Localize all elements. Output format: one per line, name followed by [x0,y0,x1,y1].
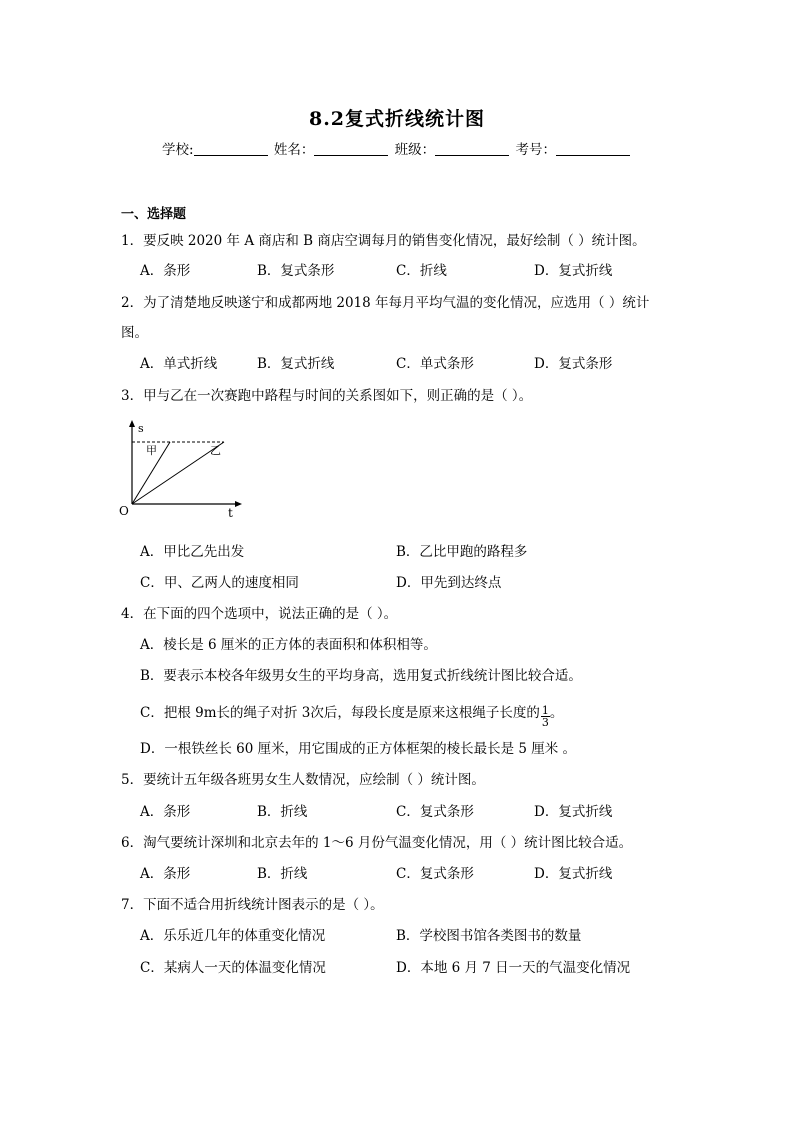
question-5-option-c[interactable]: C．复式条形 [396,804,474,820]
question-2-option-b[interactable]: B．复式折线 [257,356,335,372]
question-4-option-a[interactable]: A．棱长是 6 厘米的正方体的表面积和体积相等。 [140,637,437,653]
exam-number-label: 考号： [515,142,556,158]
fraction-numerator: 1 [541,704,549,717]
question-1-stem: 1．要反映 2020 年 A 商店和 B 商店空调每月的销售变化情况，最好绘制（ ）统计图。 [121,233,646,249]
fraction-denominator: 3 [541,716,549,729]
question-7-stem: 7．下面不适合用折线统计图表示的是（ ）。 [121,897,384,913]
question-2-stem-line2: 图。 [121,325,148,341]
question-6-option-c[interactable]: C．复式条形 [396,866,474,882]
question-2-option-a[interactable]: A．单式折线 [140,356,218,372]
question-3-option-c[interactable]: C．甲、乙两人的速度相同 [140,575,299,591]
question-7-option-a[interactable]: A．乐乐近几年的体重变化情况 [140,928,326,944]
question-2-stem-line1: 2．为了清楚地反映遂宁和成都两地 2018 年每月平均气温的变化情况，应选用（ ）统计 [121,295,650,311]
school-blank[interactable] [194,141,268,156]
question-5-stem: 5．要统计五年级各班男女生人数情况，应绘制（ ）统计图。 [121,772,485,788]
question-1-option-b[interactable]: B．复式条形 [257,263,335,279]
question-4-option-d[interactable]: D．一根铁丝长 60 厘米，用它围成的正方体框架的棱长最长是 5 厘米 。 [140,741,577,757]
origin-label: O [119,504,129,518]
student-info-row [0,138,794,158]
y-axis-label: s [138,422,144,435]
exam-number-blank[interactable] [556,141,630,156]
question-6-stem: 6．淘气要统计深圳和北京去年的 1～6 月份气温变化情况，用（ ）统计图比较合适。 [121,835,633,851]
question-3-option-b[interactable]: B．乙比甲跑的路程多 [396,544,528,560]
question-3-option-a[interactable]: A．甲比乙先出发 [140,544,245,560]
question-5-option-b[interactable]: B．折线 [257,804,308,820]
question-7-option-c[interactable]: C．某病人一天的体温变化情况 [140,960,326,976]
line-jia-label: 甲 [146,444,157,457]
question-5-option-d[interactable]: D．复式折线 [534,804,613,820]
line-yi-label: 乙 [210,444,221,457]
question-1-option-d[interactable]: D．复式折线 [534,263,613,279]
question-4-option-b[interactable]: B．要表示本校各年级男女生的平均身高，选用复式折线统计图比较合适。 [140,668,582,684]
page-title: 8.2复式折线统计图 [308,108,486,130]
distance-time-graph [118,418,248,520]
school-label: 学校: [162,142,194,158]
x-axis-label: t [228,506,233,520]
class-blank[interactable] [435,141,509,156]
question-7-option-b[interactable]: B．学校图书馆各类图书的数量 [396,928,582,944]
question-4-option-c-text: C．把根 9m长的绳子对折 3次后，每段长度是原来这根绳子长度的 [140,705,540,721]
question-2-option-c[interactable]: C．单式条形 [396,356,474,372]
question-6-option-b[interactable]: B．折线 [257,866,308,882]
one-third-fraction [541,705,550,728]
fraction-suffix: 。 [549,705,564,721]
question-6-option-d[interactable]: D．复式折线 [534,866,613,882]
question-4-option-c[interactable] [140,701,563,728]
question-4-stem: 4．在下面的四个选项中，说法正确的是（ ）。 [121,606,398,622]
question-7-option-d[interactable]: D．本地 6 月 7 日一天的气温变化情况 [396,960,631,976]
x-axis-arrow-icon [235,501,242,507]
question-1-option-a[interactable]: A．条形 [140,263,191,279]
question-3-stem: 3．甲与乙在一次赛跑中路程与时间的关系图如下，则正确的是（ ）。 [121,388,533,404]
section-heading: 一、选择题 [121,207,187,222]
question-5-option-a[interactable]: A．条形 [140,804,191,820]
class-label: 班级： [394,142,436,158]
y-axis-arrow-icon [129,420,135,427]
name-blank[interactable] [314,141,388,156]
question-2-option-d[interactable]: D．复式条形 [534,356,613,372]
question-3-option-d[interactable]: D．甲先到达终点 [396,575,502,591]
name-label: 姓名： [273,142,315,158]
question-6-option-a[interactable]: A．条形 [140,866,191,882]
question-1-option-c[interactable]: C．折线 [396,263,447,279]
